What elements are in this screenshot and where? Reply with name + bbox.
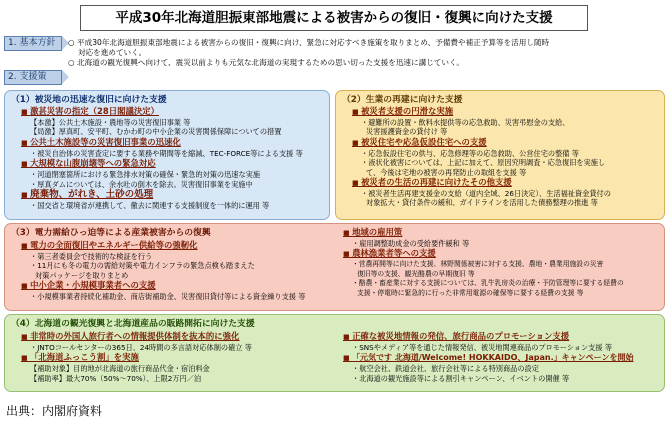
item-title: ■ 廃棄物、がれき、土砂の処理 bbox=[21, 189, 323, 201]
panel-industry bbox=[4, 223, 665, 311]
item-detail: 【補助率】最大70%（50%～70%）、上限2万円／泊 bbox=[30, 373, 202, 383]
item-detail: ・SNSやメディア等を通じた情報発信、被災地関連商品のプロモーション支援 等 bbox=[352, 343, 613, 352]
item-detail: ・航空会社、鉄道会社、旅行会社等による特別商品の設定 bbox=[352, 364, 539, 374]
item-detail: ・厚真ダムについては、余水吐の倒木を除去。災害復旧事業を実施中 bbox=[30, 179, 253, 189]
panel-heading: （2）生業の再建に向けた支援 bbox=[342, 95, 463, 105]
item-title: ■ 「元気です 北海道/Welcome! HOKKAIDO、Japan.」キャンペーンを開始 bbox=[343, 352, 661, 364]
item-detail: ・小規模事業者持続化補助金、商店街補助金、災害復旧貸付等による資金繰り支援 等 bbox=[30, 292, 306, 302]
panel-heading: （4）北海道の観光復興と北海道産品の販路開拓に向けた支援 bbox=[11, 319, 255, 329]
item-detail: ・雇用調整助成金の受給要件緩和 等 bbox=[352, 239, 470, 248]
policy-text bbox=[68, 38, 666, 68]
item-detail: 対策パッケージを取りまとめ bbox=[35, 270, 129, 280]
page-title: 平成30年北海道胆振東部地震による被害からの復旧・復興に向けた支援 bbox=[80, 5, 588, 31]
item-detail: ・液状化被害については、上記に加えて、原因究明調査・応急復旧を実施し bbox=[361, 158, 606, 168]
policy-tag: 1. 基本方針 bbox=[4, 36, 62, 51]
item-title: ■ 地域の雇用策 bbox=[343, 227, 661, 239]
item-detail: 【局激】厚真町、安平町、むかわ町の中小企業の災害関係保障についての措置 bbox=[30, 127, 282, 137]
item-detail: 支援・停電時に緊急的に行った非常用電源の確保等に要する経費の支援 等 bbox=[357, 288, 584, 297]
item-title: ■ 農林漁業者等への支援 bbox=[343, 248, 661, 260]
item-detail: ・国交省と環境省が連携して、徹去に関連する支援制度を一体的に運用 等 bbox=[30, 201, 270, 211]
item-detail: て、今後は宅地の被害の再発防止の取組を支援 等 bbox=[366, 167, 527, 177]
item-title: ■ 非常時の外国人旅行者への情報提供体制を抜本的に強化 bbox=[21, 331, 331, 343]
item-detail: ・応急仮設住宅の供与、応急修理等の応急救助、公営住宅の整備 等 bbox=[361, 148, 579, 158]
item-title: ■ 公共土木施設等の災害復旧事業の迅速化 bbox=[21, 137, 323, 149]
item-title: ■ 電力の全面復旧やエネルギー供給等の強靭化 bbox=[21, 240, 331, 252]
policy-line: ○ 平成30年北海道胆振東部地震による被害からの復旧・復興に向け、緊急に対応すべき施策を取りまとめ、予備費や補正予算等を活用し随時 bbox=[68, 38, 550, 47]
item-detail: 復旧等の支援、観光酪農の早期復旧 等 bbox=[357, 269, 475, 278]
item-detail: ・被災自治体の災害査定に要する業務や期間等を縮減、TEC-FORCE等による支援 等 bbox=[30, 148, 303, 158]
item-title: ■ 「北海道ふっこう割」を実施 bbox=[21, 352, 331, 364]
item-detail: ・被災者生活再建支援金の支給（道内全域、26日決定）、生活福祉資金貸付の bbox=[361, 189, 611, 199]
item-detail: ・避難所の設置・飲料水提供等の応急救助、災害弔慰金の支給、 bbox=[361, 118, 570, 127]
item-title: ■ 被災住宅や応急仮設住宅への支援 bbox=[352, 137, 658, 149]
item-detail: ・第三者委員会で技術的な検証を行う bbox=[30, 252, 153, 261]
item-title: ■ 正確な被災地情報の発信、旅行商品のプロモーション支援 bbox=[343, 331, 661, 343]
item-detail: ・営農再開等に向けた支援、林野関係被害に対する支援、農地・農業用施設の災害 bbox=[352, 260, 604, 269]
panel-tourism bbox=[4, 314, 665, 392]
item-detail: ・酪農・畜産業に対する支援については、乳牛乳房炎の治療・予防管理等に要する経費の bbox=[352, 279, 624, 288]
support-tag: 2. 支援策 bbox=[4, 70, 62, 85]
item-title: ■ 中小企業・小規模事業者への支援 bbox=[21, 280, 331, 292]
policy-line: ○ 北海道の観光復興へ向けて、震災以前よりも元気な北海道の実現するための思い切った支援を迅速に講じていく。 bbox=[68, 58, 465, 67]
item-detail: 対象拡大・貸付条件の緩和、ガイドラインを活用した債務整理の推進 等 bbox=[366, 198, 598, 208]
item-detail: 災害援護資金の貸付け 等 bbox=[366, 127, 448, 137]
panel-livelihood bbox=[335, 90, 665, 220]
panel-recovery bbox=[4, 90, 330, 220]
item-detail: 【本激】公共土木施設・農地等の災害復旧事業 等 bbox=[30, 118, 191, 127]
policy-line: 対応を進めていく。 bbox=[78, 48, 147, 57]
source-caption: 出典：内閣府資料 bbox=[6, 404, 103, 418]
panel-heading: （3）電力需給ひっ迫等による産業被害からの復興 bbox=[11, 228, 211, 238]
item-title: ■ 被災者の生活の再建に向けたその他支援 bbox=[352, 177, 658, 189]
item-title: ■ 激甚災害の指定（28日閣議決定） bbox=[21, 106, 323, 118]
item-detail: ・11月にも冬の電力の需給対策や電力インフラの緊急点検も踏まえた bbox=[30, 261, 255, 271]
item-detail: 【補助対象】目的地が北海道の旅行商品代金・宿泊料金 bbox=[30, 364, 210, 374]
item-title: ■ 被災者支援の円滑な実施 bbox=[352, 106, 658, 118]
item-detail: ・北海道の観光施設等による割引キャンペーン、イベントの開催 等 bbox=[352, 373, 570, 383]
support-tag-arrow bbox=[62, 70, 69, 84]
item-detail: ・JNTOコールセンターの365日、24時間の多言語対応体制の確立 等 bbox=[30, 343, 252, 352]
panel-heading: （1）被災地の迅速な復旧に向けた支援 bbox=[11, 95, 167, 105]
item-title: ■ 大規模な山腹崩壊等への緊急対応 bbox=[21, 158, 323, 170]
item-detail: ・河道閉塞箇所における緊急排水対策の確保・緊急的対策の迅速な実施 bbox=[30, 170, 261, 180]
